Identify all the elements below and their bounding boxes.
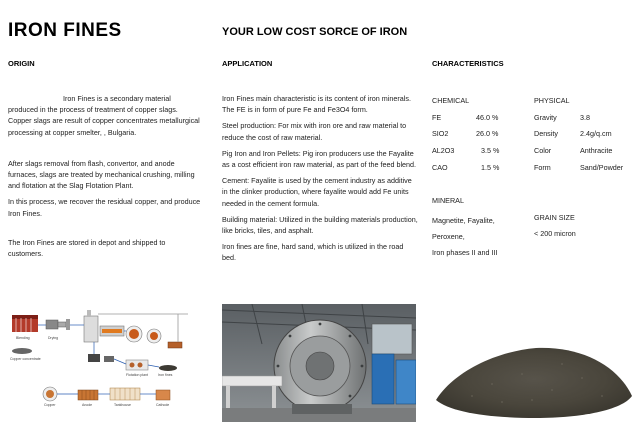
chemical-value: 46.0 %: [476, 113, 499, 122]
drying-icon: [46, 319, 70, 330]
cathode-icon: [156, 390, 170, 400]
chemical-name: CAO: [432, 163, 448, 172]
characteristics-heading: CHARACTERISTICS: [432, 59, 504, 68]
physical-value: 2.4g/q.cm: [580, 129, 612, 138]
concentrate-pile-icon: [12, 348, 32, 354]
mineral-line: Magnetite, Fayalite,: [432, 216, 495, 225]
iron-fines-svg: [432, 304, 636, 422]
flotation-plant-icon: [126, 360, 148, 370]
chemical-table: [432, 113, 512, 173]
mineral-line: Peroxene,: [432, 232, 465, 241]
origin-heading: ORIGIN: [8, 59, 35, 68]
physical-value: Sand/Powder: [580, 163, 624, 172]
application-paragraph-6: Iron fines are fine, hard sand, which is utilized in the road bed.: [222, 242, 404, 263]
physical-name: Gravity: [534, 113, 557, 122]
process-flow-diagram: [8, 304, 204, 422]
physical-name: Density: [534, 129, 558, 138]
diagram-label: Drying: [48, 336, 59, 340]
physical-heading: PHYSICAL: [534, 96, 570, 105]
chemical-heading: CHEMICAL: [432, 96, 470, 105]
application-paragraph-2: Steel production: For mix with iron ore and raw material to reduce the cost of raw material.: [222, 121, 407, 142]
blending-building-icon: [12, 315, 38, 332]
grain-size-heading: GRAIN SIZE: [534, 213, 575, 222]
diagram-label: Cathode: [156, 403, 170, 407]
iron-fines-pile-icon: [159, 365, 177, 371]
mineral-heading: MINERAL: [432, 196, 464, 205]
physical-value: Anthracite: [580, 146, 613, 155]
tagline: YOUR LOW COST SORCE OF IRON: [222, 26, 408, 38]
chemical-value: 1.5 %: [481, 163, 500, 172]
application-paragraph-5: Building material: Utilized in the building materials production, like bricks, tiles, and asphalt.: [222, 214, 418, 236]
chemical-name: AL2O3: [432, 146, 455, 155]
iron-fines-photo: [432, 304, 636, 422]
application-paragraph-4: Cement: Fayalite is used by the cement industry as additive in the clinker production, where fayalite would add Fe units needed in the cement formula.: [222, 176, 412, 208]
diagram-label: Copper: [44, 403, 56, 407]
chemical-name: SIO2: [432, 129, 449, 138]
diagram-label: Anode: [82, 403, 93, 407]
anode-furnace-icon: [168, 342, 182, 348]
process-flow-svg: [8, 304, 204, 422]
ball-mill-svg: [222, 304, 416, 422]
origin-text: [8, 93, 202, 259]
anode-icon: [78, 390, 98, 400]
slag-pot-icon: [88, 354, 100, 362]
chemical-value: 3.5 %: [481, 146, 500, 155]
diagram-label: Iron fines: [158, 373, 173, 377]
ball-mill-photo: [222, 304, 416, 422]
application-heading: APPLICATION: [222, 59, 273, 68]
physical-value: 3.8: [580, 113, 590, 122]
application-text: [222, 93, 418, 264]
chemical-value: 26.0 %: [476, 129, 499, 138]
tankhouse-icon: [110, 388, 140, 400]
platform-icon: [222, 376, 282, 386]
physical-name: Color: [534, 146, 552, 155]
origin-paragraph-2: After slags removal from flash, convertor, and anode furnaces, slags are treated by mechanical crushing, milling and flotation at the Slag Flotation Plant.: [8, 158, 195, 191]
diagram-label: Flotation plant: [126, 373, 148, 377]
page-title: IRON FINES: [8, 20, 122, 41]
origin-paragraph-1: Iron Fines is a secondary material produced in the process of treatment of copper slags. Copper slags are result of copper concentrates metallurgical processing at copper smelter, , Bulgaria.: [8, 94, 200, 137]
chemical-name: FE: [432, 113, 442, 122]
diagram-label: Blending: [16, 336, 30, 340]
diagram-label: Copper concentrate: [10, 357, 41, 361]
diagram-label: Tankhouse: [114, 403, 131, 407]
application-paragraph-3: Pig Iron and Iron Pellets: Pig iron producers use the Fayalite as a cost efficient iron raw material, as part of the feed blend.: [222, 148, 417, 170]
physical-name: Form: [534, 163, 551, 172]
physical-table: [534, 113, 634, 173]
mineral-line: Iron phases II and III: [432, 248, 498, 257]
control-cabinet-icon: [372, 354, 394, 404]
origin-paragraph-3: In this process, we recover the residual copper, and produce Iron Fines.: [8, 197, 201, 218]
application-paragraph-1: Iron Fines main characteristic is its content of iron minerals. The FE is in form of pure Fe and Fe3O4 form.: [222, 94, 411, 115]
origin-paragraph-4: The Iron Fines are stored in depot and shipped to customers.: [8, 237, 166, 259]
mineral-list: [432, 213, 498, 261]
grain-size-value: < 200 micron: [534, 229, 576, 238]
